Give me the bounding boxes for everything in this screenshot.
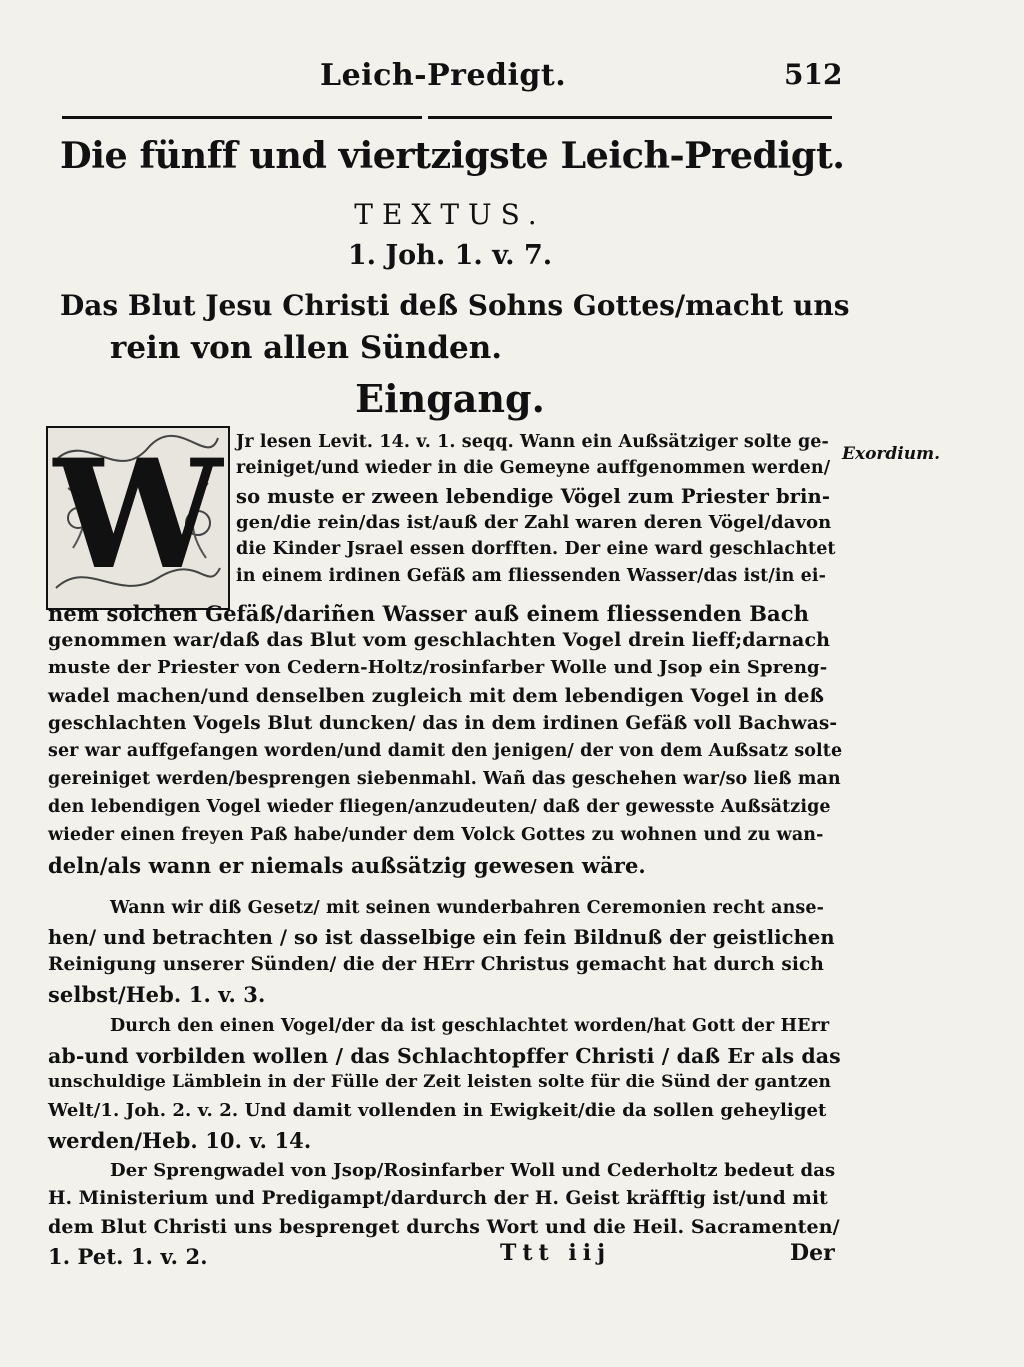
body-line: deln/als wann er niemals außsätzig gewesen wäre.: [48, 853, 646, 878]
body-line: so muste er zween lebendige Vögel zum Priester brin-: [236, 485, 831, 508]
body-line: Der Sprengwadel von Jsop/Rosinfarber Woll und Cederholtz bedeut das: [110, 1160, 836, 1181]
initial-letter: W: [53, 427, 223, 603]
body-line: hen/ und betrachten / so ist dasselbige ein fein Bildnuß der geistlichen: [48, 926, 835, 949]
body-line: 1. Pet. 1. v. 2.: [48, 1244, 208, 1269]
textus-label: TEXTUS.: [354, 198, 546, 231]
verse-line: rein von allen Sünden.: [110, 330, 503, 366]
body-line: den lebendigen Vogel wieder fliegen/anzudeuten/ daß der gewesste Außsätzige: [48, 797, 831, 817]
catchword: Der: [790, 1240, 835, 1266]
header-rule-left: [62, 116, 422, 119]
scripture-reference: 1. Joh. 1. v. 7.: [347, 240, 553, 271]
body-line: Wann wir diß Gesetz/ mit seinen wunderbahren Ceremonien recht anse-: [110, 898, 824, 918]
body-line: H. Ministerium und Predigampt/dardurch der H. Geist kräfftig ist/und mit: [48, 1188, 828, 1209]
body-line: gereiniget werden/besprengen siebenmahl. Wañ das geschehen war/so ließ man: [48, 769, 841, 789]
sermon-title: Die fünff und viertzigste Leich-Predigt.: [60, 134, 845, 177]
body-line: selbst/Heb. 1. v. 3.: [48, 982, 266, 1007]
body-line: wadel machen/und denselben zugleich mit dem lebendigen Vogel in deß: [48, 685, 825, 707]
scripture-verse: [60, 284, 850, 370]
section-heading: Eingang.: [355, 376, 545, 421]
margin-note: Exordium.: [842, 444, 940, 464]
body-line: in einem irdinen Gefäß am fliessenden Wasser/das ist/in ei-: [236, 566, 826, 586]
body-line: reiniget/und wieder in die Gemeyne auffgenommen werden/: [236, 458, 831, 478]
header-rule-right: [428, 116, 832, 119]
signature-mark: Ttt iij: [500, 1240, 612, 1266]
running-head: Leich-Predigt.: [320, 58, 567, 93]
body-line: Durch den einen Vogel/der da ist geschlachtet worden/hat Gott der HErr: [110, 1016, 830, 1036]
page-number: 512: [784, 58, 843, 91]
body-line: die Kinder Jsrael essen dorfften. Der eine ward geschlachtet: [236, 539, 836, 559]
body-line: genommen war/daß das Blut vom geschlachten Vogel drein lieff;darnach: [48, 629, 831, 651]
body-line: geschlachten Vogels Blut duncken/ das in dem irdinen Gefäß voll Bachwas-: [48, 713, 838, 734]
body-line: Welt/1. Joh. 2. v. 2. Und damit vollenden in Ewigkeit/die da sollen geheyliget: [48, 1100, 827, 1121]
body-line: wieder einen freyen Paß habe/under dem Volck Gottes zu wohnen und zu wan-: [48, 825, 824, 845]
body-line: werden/Heb. 10. v. 14.: [48, 1128, 312, 1153]
decorated-initial: [46, 426, 230, 610]
body-line: ab-und vorbilden wollen / das Schlachtopffer Christi / daß Er als das: [48, 1044, 841, 1068]
body-line: ser war auffgefangen worden/und damit den jenigen/ der von dem Außsatz solte: [48, 741, 843, 761]
body-line: muste der Priester von Cedern-Holtz/rosinfarber Wolle und Jsop ein Spreng-: [48, 657, 828, 678]
body-line: dem Blut Christi uns besprenget durchs Wort und die Heil. Sacramenten/: [48, 1216, 840, 1238]
body-line: nem solchen Gefäß/dariñen Wasser auß einem fliessenden Bach: [48, 601, 810, 626]
body-line: Jr lesen Levit. 14. v. 1. seqq. Wann ein Außsätziger solte ge-: [236, 432, 829, 452]
body-line: gen/die rein/das ist/auß der Zahl waren deren Vögel/davon: [236, 512, 832, 533]
body-line: Reinigung unserer Sünden/ die der HErr Christus gemacht hat durch sich: [48, 954, 824, 975]
body-line: unschuldige Lämblein in der Fülle der Zeit leisten solte für die Sünd der gantzen: [48, 1072, 832, 1092]
verse-line: Das Blut Jesu Christi deß Sohns Gottes/macht uns: [60, 289, 850, 322]
